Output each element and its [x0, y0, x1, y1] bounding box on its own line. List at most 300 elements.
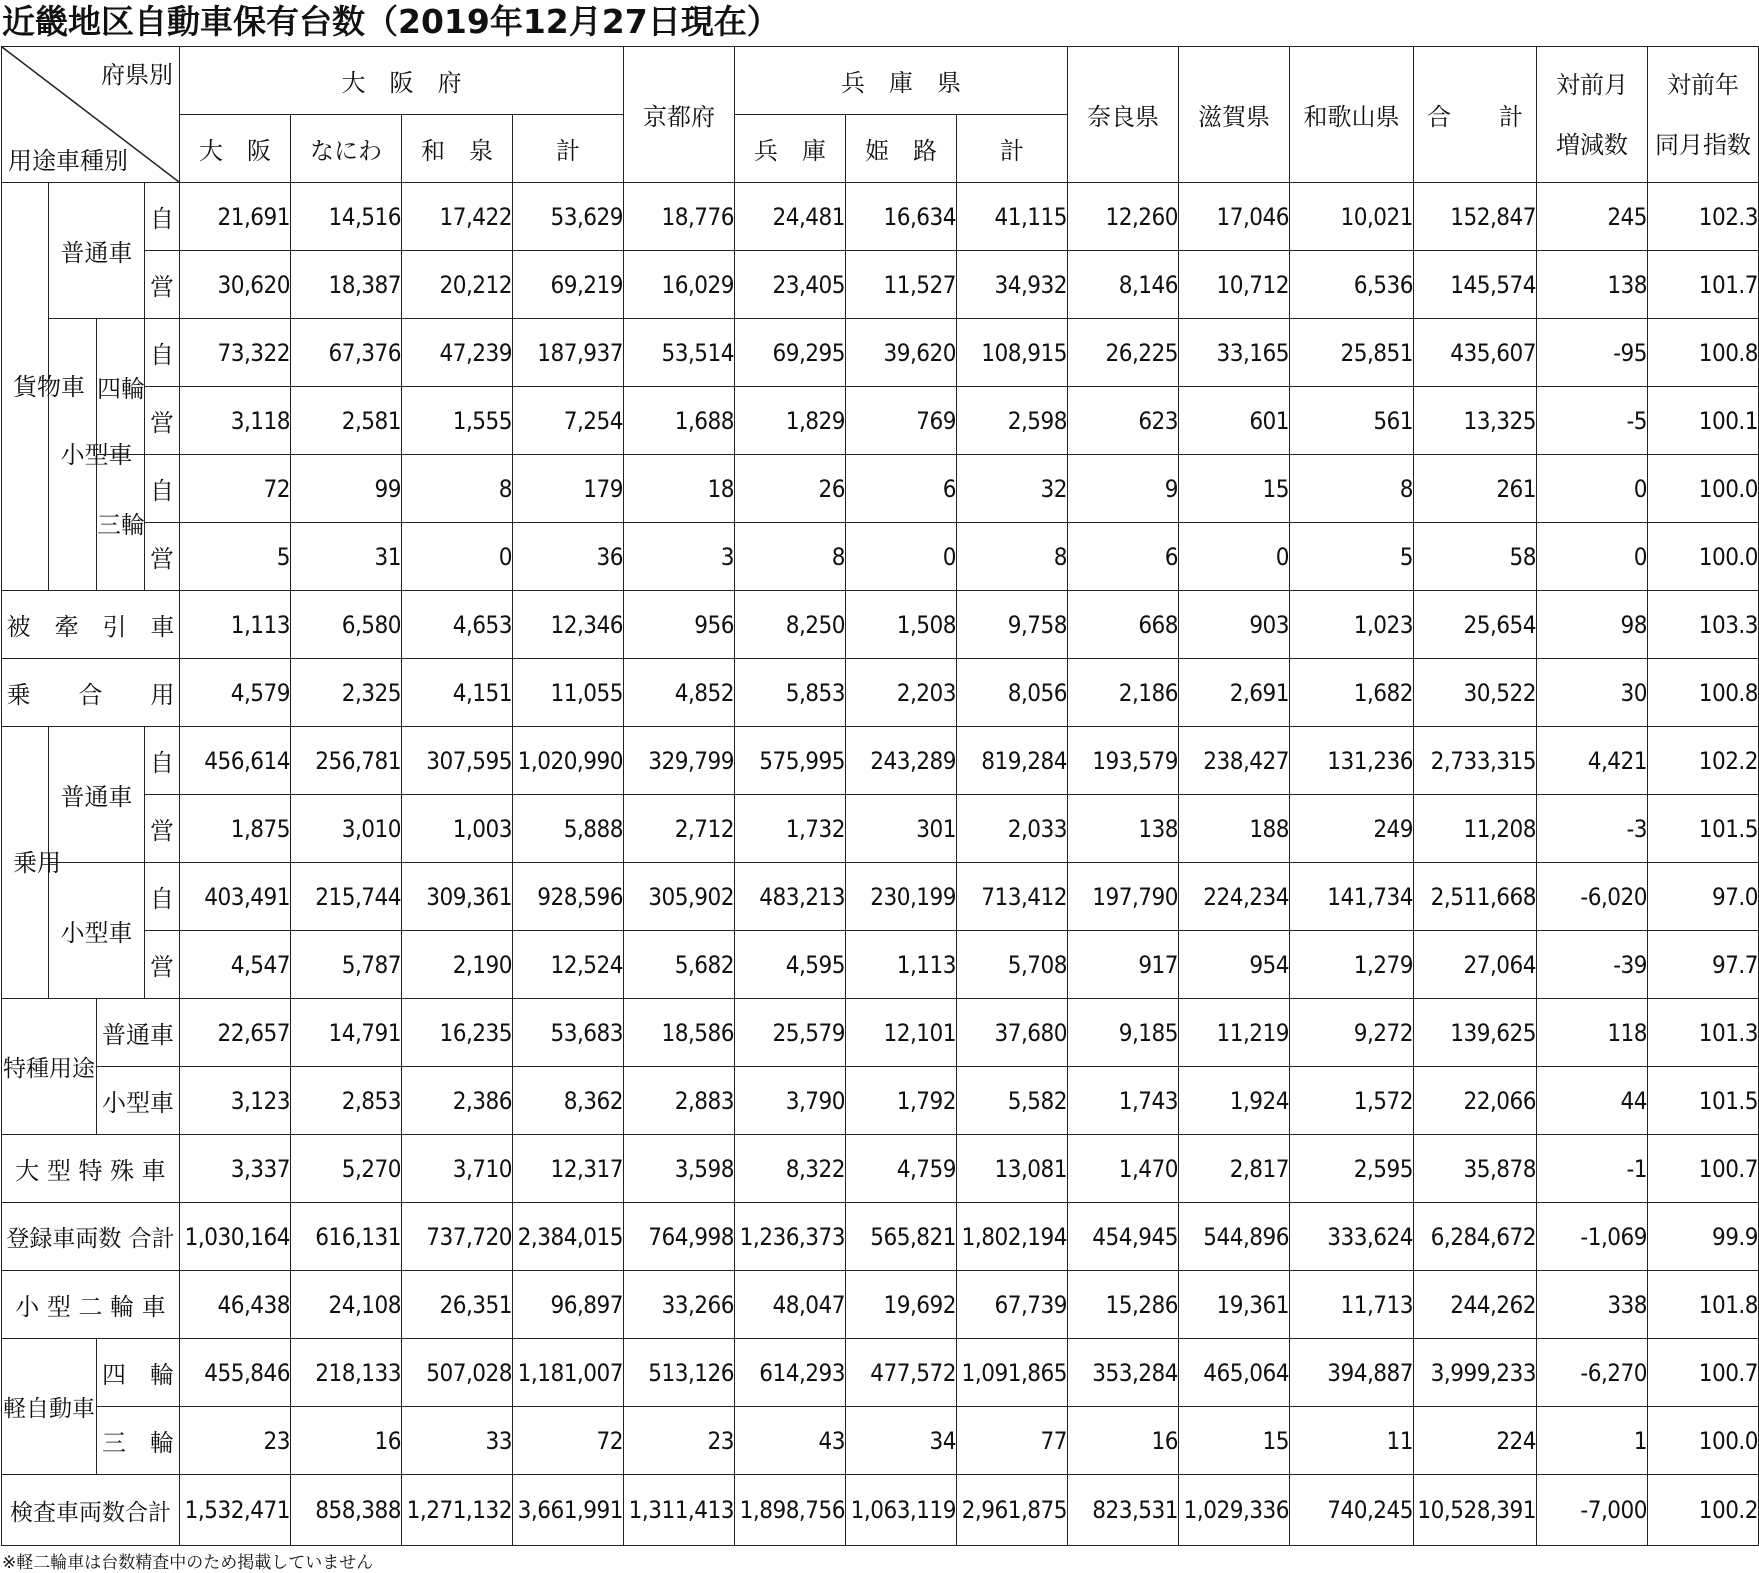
table-cell: 394,887 — [1290, 1339, 1414, 1407]
table-cell: 713,412 — [957, 863, 1068, 931]
table-cell: 26 — [735, 455, 846, 523]
table-cell: 4,852 — [624, 659, 735, 727]
table-cell: 4,547 — [180, 931, 291, 999]
table-cell: 8 — [957, 523, 1068, 591]
table-cell: 1,792 — [846, 1067, 957, 1135]
table-cell: 19,692 — [846, 1271, 957, 1339]
table-cell: 44 — [1537, 1067, 1648, 1135]
table-cell: 305,902 — [624, 863, 735, 931]
table-cell: 561 — [1290, 387, 1414, 455]
table-cell: 455,846 — [180, 1339, 291, 1407]
table-cell: 9,758 — [957, 591, 1068, 659]
table-cell: 17,422 — [402, 183, 513, 251]
table-cell: 24,481 — [735, 183, 846, 251]
table-cell: 18 — [624, 455, 735, 523]
table-cell: 668 — [1068, 591, 1179, 659]
label-joyo: 乗用 — [2, 727, 49, 999]
table-cell: 19,361 — [1179, 1271, 1290, 1339]
table-cell: 1,181,007 — [513, 1339, 624, 1407]
table-cell: 72 — [180, 455, 291, 523]
table-row — [2, 1407, 1759, 1475]
table-cell: 145,574 — [1414, 251, 1537, 319]
table-cell: 917 — [1068, 931, 1179, 999]
table-cell: 614,293 — [735, 1339, 846, 1407]
table-cell: 67,376 — [291, 319, 402, 387]
table-cell: 139,625 — [1414, 999, 1537, 1067]
table-cell: 4,151 — [402, 659, 513, 727]
header-year-index-line2: 同月指数 — [1655, 130, 1752, 159]
table-cell: 53,629 — [513, 183, 624, 251]
table-cell: 435,607 — [1414, 319, 1537, 387]
table-cell: 8,322 — [735, 1135, 846, 1203]
table-cell: 507,028 — [402, 1339, 513, 1407]
table-cell: 2,712 — [624, 795, 735, 863]
table-cell: 53,514 — [624, 319, 735, 387]
table-cell: 97.7 — [1648, 931, 1759, 999]
table-cell: 5,853 — [735, 659, 846, 727]
table-cell: 12,260 — [1068, 183, 1179, 251]
table-cell: 4,421 — [1537, 727, 1648, 795]
table-cell: 1,113 — [846, 931, 957, 999]
table-cell: 100.0 — [1648, 455, 1759, 523]
table-cell: 16,235 — [402, 999, 513, 1067]
table-cell: 0 — [402, 523, 513, 591]
table-cell: 11,219 — [1179, 999, 1290, 1067]
table-cell: 956 — [624, 591, 735, 659]
table-cell: 1,924 — [1179, 1067, 1290, 1135]
table-cell: 100.1 — [1648, 387, 1759, 455]
label-tokushu-futsu: 普通車 — [97, 999, 180, 1067]
table-cell: 18,387 — [291, 251, 402, 319]
table-cell: 3,598 — [624, 1135, 735, 1203]
table-cell: 13,081 — [957, 1135, 1068, 1203]
table-cell: 16 — [1068, 1407, 1179, 1475]
table-cell: 8 — [735, 523, 846, 591]
table-cell: 601 — [1179, 387, 1290, 455]
table-cell: 823,531 — [1068, 1475, 1179, 1546]
table-cell: 18,776 — [624, 183, 735, 251]
table-cell: 0 — [1537, 455, 1648, 523]
table-cell: -39 — [1537, 931, 1648, 999]
table-cell: 14,791 — [291, 999, 402, 1067]
header-kyoto: 京都府 — [624, 47, 735, 183]
table-cell: 928,596 — [513, 863, 624, 931]
table-cell: 1,271,132 — [402, 1475, 513, 1546]
table-cell: 23,405 — [735, 251, 846, 319]
table-cell: 3,710 — [402, 1135, 513, 1203]
table-cell: 16 — [291, 1407, 402, 1475]
table-cell: 1,003 — [402, 795, 513, 863]
table-cell: 24,108 — [291, 1271, 402, 1339]
table-cell: 1,555 — [402, 387, 513, 455]
table-row — [2, 999, 1759, 1067]
table-cell: 954 — [1179, 931, 1290, 999]
table-cell: 12,317 — [513, 1135, 624, 1203]
table-cell: 15 — [1179, 455, 1290, 523]
table-cell: 1,020,990 — [513, 727, 624, 795]
table-cell: 3,999,233 — [1414, 1339, 1537, 1407]
table-cell: 3,337 — [180, 1135, 291, 1203]
table-cell: 69,295 — [735, 319, 846, 387]
table-cell: 353,284 — [1068, 1339, 1179, 1407]
table-cell: 4,653 — [402, 591, 513, 659]
header-himeji: 姫 路 — [846, 115, 957, 183]
table-cell: 100.8 — [1648, 319, 1759, 387]
label-tokushu-kogata: 小型車 — [97, 1067, 180, 1135]
table-cell: -95 — [1537, 319, 1648, 387]
table-cell: 101.8 — [1648, 1271, 1759, 1339]
header-year-index — [1648, 47, 1759, 183]
table-cell: 6 — [846, 455, 957, 523]
label-kei: 軽自動車 — [2, 1339, 97, 1475]
table-cell: 8 — [1290, 455, 1414, 523]
table-cell: 26,351 — [402, 1271, 513, 1339]
table-cell: 17,046 — [1179, 183, 1290, 251]
table-cell: 53,683 — [513, 999, 624, 1067]
table-cell: 3,010 — [291, 795, 402, 863]
table-cell: 1 — [1537, 1407, 1648, 1475]
table-cell: 131,236 — [1290, 727, 1414, 795]
table-cell: 100.0 — [1648, 1407, 1759, 1475]
table-cell: 32 — [957, 455, 1068, 523]
label-ji: 自 — [145, 863, 180, 931]
table-row — [2, 387, 1759, 455]
table-cell: 77 — [957, 1407, 1068, 1475]
header-row-1 — [2, 47, 1759, 115]
table-cell: 67,739 — [957, 1271, 1068, 1339]
header-hyogo: 兵 庫 — [735, 115, 846, 183]
table-cell: 3,661,991 — [513, 1475, 624, 1546]
table-cell: 101.5 — [1648, 795, 1759, 863]
label-kei-yonrin: 四 輪 — [97, 1339, 180, 1407]
table-cell: 22,657 — [180, 999, 291, 1067]
table-cell: 2,325 — [291, 659, 402, 727]
table-cell: 103.3 — [1648, 591, 1759, 659]
table-cell: 22,066 — [1414, 1067, 1537, 1135]
table-cell: 819,284 — [957, 727, 1068, 795]
header-shiga: 滋賀県 — [1179, 47, 1290, 183]
table-cell: 903 — [1179, 591, 1290, 659]
table-cell: 565,821 — [846, 1203, 957, 1271]
table-cell: 100.2 — [1648, 1475, 1759, 1546]
table-cell: 243,289 — [846, 727, 957, 795]
vehicle-count-table — [1, 46, 1759, 1546]
table-cell: 6,580 — [291, 591, 402, 659]
table-row — [2, 931, 1759, 999]
table-cell: 5,682 — [624, 931, 735, 999]
header-total: 合 計 — [1414, 47, 1537, 183]
table-cell: 0 — [1179, 523, 1290, 591]
table-row — [2, 727, 1759, 795]
table-cell: 261 — [1414, 455, 1537, 523]
table-cell: 6,536 — [1290, 251, 1414, 319]
table-cell: 23 — [180, 1407, 291, 1475]
table-cell: 9 — [1068, 455, 1179, 523]
label-ei: 営 — [145, 523, 180, 591]
table-cell: 477,572 — [846, 1339, 957, 1407]
table-cell: 1,470 — [1068, 1135, 1179, 1203]
table-cell: 101.5 — [1648, 1067, 1759, 1135]
table-cell: 100.8 — [1648, 659, 1759, 727]
table-cell: 118 — [1537, 999, 1648, 1067]
table-cell: 69,219 — [513, 251, 624, 319]
label-ei: 営 — [145, 251, 180, 319]
table-cell: 101.7 — [1648, 251, 1759, 319]
table-cell: 100.7 — [1648, 1135, 1759, 1203]
table-cell: 138 — [1537, 251, 1648, 319]
table-cell: 2,817 — [1179, 1135, 1290, 1203]
table-cell: 544,896 — [1179, 1203, 1290, 1271]
header-izumi: 和 泉 — [402, 115, 513, 183]
table-cell: 33,266 — [624, 1271, 735, 1339]
label-kensa-total: 検査車両数合計 — [2, 1475, 180, 1546]
table-cell: 5,787 — [291, 931, 402, 999]
table-cell: 97.0 — [1648, 863, 1759, 931]
table-cell: 1,732 — [735, 795, 846, 863]
table-cell: 2,595 — [1290, 1135, 1414, 1203]
header-osaka-sum: 計 — [513, 115, 624, 183]
table-cell: 46,438 — [180, 1271, 291, 1339]
header-month-change — [1537, 47, 1648, 183]
table-cell: 11,713 — [1290, 1271, 1414, 1339]
table-cell: 6 — [1068, 523, 1179, 591]
label-ji: 自 — [145, 319, 180, 387]
table-cell: -7,000 — [1537, 1475, 1648, 1546]
table-cell: 249 — [1290, 795, 1414, 863]
table-cell: 8,146 — [1068, 251, 1179, 319]
table-cell: 3,790 — [735, 1067, 846, 1135]
table-cell: 98 — [1537, 591, 1648, 659]
table-cell: 244,262 — [1414, 1271, 1537, 1339]
table-cell: 2,883 — [624, 1067, 735, 1135]
table-cell: 25,654 — [1414, 591, 1537, 659]
table-cell: 11,208 — [1414, 795, 1537, 863]
table-cell: 39,620 — [846, 319, 957, 387]
corner-label-prefecture: 府県別 — [101, 61, 173, 89]
table-cell: 20,212 — [402, 251, 513, 319]
table-cell: 513,126 — [624, 1339, 735, 1407]
table-cell: 740,245 — [1290, 1475, 1414, 1546]
table-cell: 187,937 — [513, 319, 624, 387]
table-cell: 309,361 — [402, 863, 513, 931]
table-cell: 1,802,194 — [957, 1203, 1068, 1271]
table-cell: 5,708 — [957, 931, 1068, 999]
table-cell: 43 — [735, 1407, 846, 1475]
table-cell: 1,311,413 — [624, 1475, 735, 1546]
label-kamotsu-futsu: 普通車 — [49, 183, 145, 319]
table-cell: 224,234 — [1179, 863, 1290, 931]
table-cell: 3 — [624, 523, 735, 591]
label-toroku-total: 登録車両数 合計 — [2, 1203, 180, 1271]
table-cell: 14,516 — [291, 183, 402, 251]
label-ji: 自 — [145, 727, 180, 795]
table-row — [2, 1203, 1759, 1271]
table-row — [2, 795, 1759, 863]
table-cell: 9,185 — [1068, 999, 1179, 1067]
table-cell: 9,272 — [1290, 999, 1414, 1067]
table-cell: 96,897 — [513, 1271, 624, 1339]
table-cell: 2,733,315 — [1414, 727, 1537, 795]
table-cell: 12,524 — [513, 931, 624, 999]
table-cell: 30 — [1537, 659, 1648, 727]
table-cell: 27,064 — [1414, 931, 1537, 999]
table-cell: 8,056 — [957, 659, 1068, 727]
table-cell: 1,279 — [1290, 931, 1414, 999]
table-cell: 188 — [1179, 795, 1290, 863]
table-row — [2, 455, 1759, 523]
table-cell: 18,586 — [624, 999, 735, 1067]
table-row — [2, 251, 1759, 319]
table-cell: 102.3 — [1648, 183, 1759, 251]
label-ei: 営 — [145, 387, 180, 455]
table-cell: 1,898,756 — [735, 1475, 846, 1546]
table-cell: 16,634 — [846, 183, 957, 251]
table-cell: 99.9 — [1648, 1203, 1759, 1271]
header-wakayama: 和歌山県 — [1290, 47, 1414, 183]
table-cell: 238,427 — [1179, 727, 1290, 795]
label-noriai: 乗 合 用 — [2, 659, 180, 727]
table-cell: 25,579 — [735, 999, 846, 1067]
table-cell: 224 — [1414, 1407, 1537, 1475]
table-cell: 48,047 — [735, 1271, 846, 1339]
table-cell: 37,680 — [957, 999, 1068, 1067]
table-cell: 1,236,373 — [735, 1203, 846, 1271]
table-cell: 5,582 — [957, 1067, 1068, 1135]
header-year-index-line1: 対前年 — [1667, 70, 1740, 99]
table-cell: 256,781 — [291, 727, 402, 795]
table-cell: 1,091,865 — [957, 1339, 1068, 1407]
table-cell: 152,847 — [1414, 183, 1537, 251]
table-cell: 102.2 — [1648, 727, 1759, 795]
table-row — [2, 591, 1759, 659]
label-yonrin: 四輪 — [97, 319, 145, 455]
table-cell: 73,322 — [180, 319, 291, 387]
table-cell: 1,508 — [846, 591, 957, 659]
table-cell: 7,254 — [513, 387, 624, 455]
table-cell: -6,020 — [1537, 863, 1648, 931]
table-cell: 11,527 — [846, 251, 957, 319]
table-cell: 10,528,391 — [1414, 1475, 1537, 1546]
table-cell: 12,101 — [846, 999, 957, 1067]
table-cell: 5,888 — [513, 795, 624, 863]
table-cell: -1,069 — [1537, 1203, 1648, 1271]
table-cell: 764,998 — [624, 1203, 735, 1271]
table-cell: 2,186 — [1068, 659, 1179, 727]
label-joyo-futsu: 普通車 — [49, 727, 145, 863]
table-cell: 23 — [624, 1407, 735, 1475]
table-cell: 2,190 — [402, 931, 513, 999]
table-cell: 5 — [1290, 523, 1414, 591]
table-cell: 2,511,668 — [1414, 863, 1537, 931]
table-cell: 11,055 — [513, 659, 624, 727]
table-cell: 2,598 — [957, 387, 1068, 455]
corner-label-category: 用途車種別 — [8, 147, 128, 175]
table-cell: 1,572 — [1290, 1067, 1414, 1135]
table-cell: 31 — [291, 523, 402, 591]
table-cell: 8,362 — [513, 1067, 624, 1135]
table-cell: 101.3 — [1648, 999, 1759, 1067]
table-row — [2, 319, 1759, 387]
label-kamotsu-kogata: 小型車 — [49, 319, 97, 591]
table-cell: 575,995 — [735, 727, 846, 795]
table-cell: 193,579 — [1068, 727, 1179, 795]
table-cell: 454,945 — [1068, 1203, 1179, 1271]
table-cell: 179 — [513, 455, 624, 523]
table-cell: 1,532,471 — [180, 1475, 291, 1546]
header-month-change-line2: 増減数 — [1556, 130, 1629, 159]
table-cell: 338 — [1537, 1271, 1648, 1339]
table-cell: 5,270 — [291, 1135, 402, 1203]
table-cell: 403,491 — [180, 863, 291, 931]
table-cell: 1,113 — [180, 591, 291, 659]
label-ji: 自 — [145, 455, 180, 523]
table-cell: 483,213 — [735, 863, 846, 931]
table-cell: 34 — [846, 1407, 957, 1475]
table-cell: 33 — [402, 1407, 513, 1475]
label-ogata-tokushu: 大 型 特 殊 車 — [2, 1135, 180, 1203]
table-row — [2, 1339, 1759, 1407]
table-cell: 1,063,119 — [846, 1475, 957, 1546]
table-cell: 35,878 — [1414, 1135, 1537, 1203]
table-cell: 138 — [1068, 795, 1179, 863]
table-cell: 15 — [1179, 1407, 1290, 1475]
table-cell: 769 — [846, 387, 957, 455]
table-cell: 4,595 — [735, 931, 846, 999]
table-cell: 15,286 — [1068, 1271, 1179, 1339]
table-cell: 30,522 — [1414, 659, 1537, 727]
table-cell: 33,165 — [1179, 319, 1290, 387]
label-ji: 自 — [145, 183, 180, 251]
table-cell: 100.7 — [1648, 1339, 1759, 1407]
label-sanrin: 三輪 — [97, 455, 145, 591]
table-cell: 16,029 — [624, 251, 735, 319]
table-cell: 0 — [1537, 523, 1648, 591]
table-cell: -6,270 — [1537, 1339, 1648, 1407]
table-cell: 465,064 — [1179, 1339, 1290, 1407]
table-cell: 2,384,015 — [513, 1203, 624, 1271]
table-row — [2, 863, 1759, 931]
table-cell: 47,239 — [402, 319, 513, 387]
table-cell: 8 — [402, 455, 513, 523]
table-cell: 3,118 — [180, 387, 291, 455]
table-cell: 72 — [513, 1407, 624, 1475]
table-cell: 108,915 — [957, 319, 1068, 387]
table-cell: 333,624 — [1290, 1203, 1414, 1271]
table-cell: 34,932 — [957, 251, 1068, 319]
table-cell: 11 — [1290, 1407, 1414, 1475]
header-osaka: 大 阪 — [180, 115, 291, 183]
table-cell: 2,691 — [1179, 659, 1290, 727]
table-cell: 1,829 — [735, 387, 846, 455]
label-ei: 営 — [145, 795, 180, 863]
table-cell: 2,033 — [957, 795, 1068, 863]
table-cell: 2,386 — [402, 1067, 513, 1135]
table-cell: 21,691 — [180, 183, 291, 251]
header-osaka-fu: 大 阪 府 — [180, 47, 624, 115]
table-cell: 329,799 — [624, 727, 735, 795]
label-kamotsu: 貨物車 — [2, 183, 49, 591]
table-cell: 2,581 — [291, 387, 402, 455]
table-cell: 2,961,875 — [957, 1475, 1068, 1546]
table-row — [2, 1135, 1759, 1203]
table-cell: 245 — [1537, 183, 1648, 251]
table-row — [2, 523, 1759, 591]
table-row — [2, 1271, 1759, 1339]
table-cell: 141,734 — [1290, 863, 1414, 931]
table-row — [2, 1475, 1759, 1546]
table-cell: 1,029,336 — [1179, 1475, 1290, 1546]
table-cell: 623 — [1068, 387, 1179, 455]
